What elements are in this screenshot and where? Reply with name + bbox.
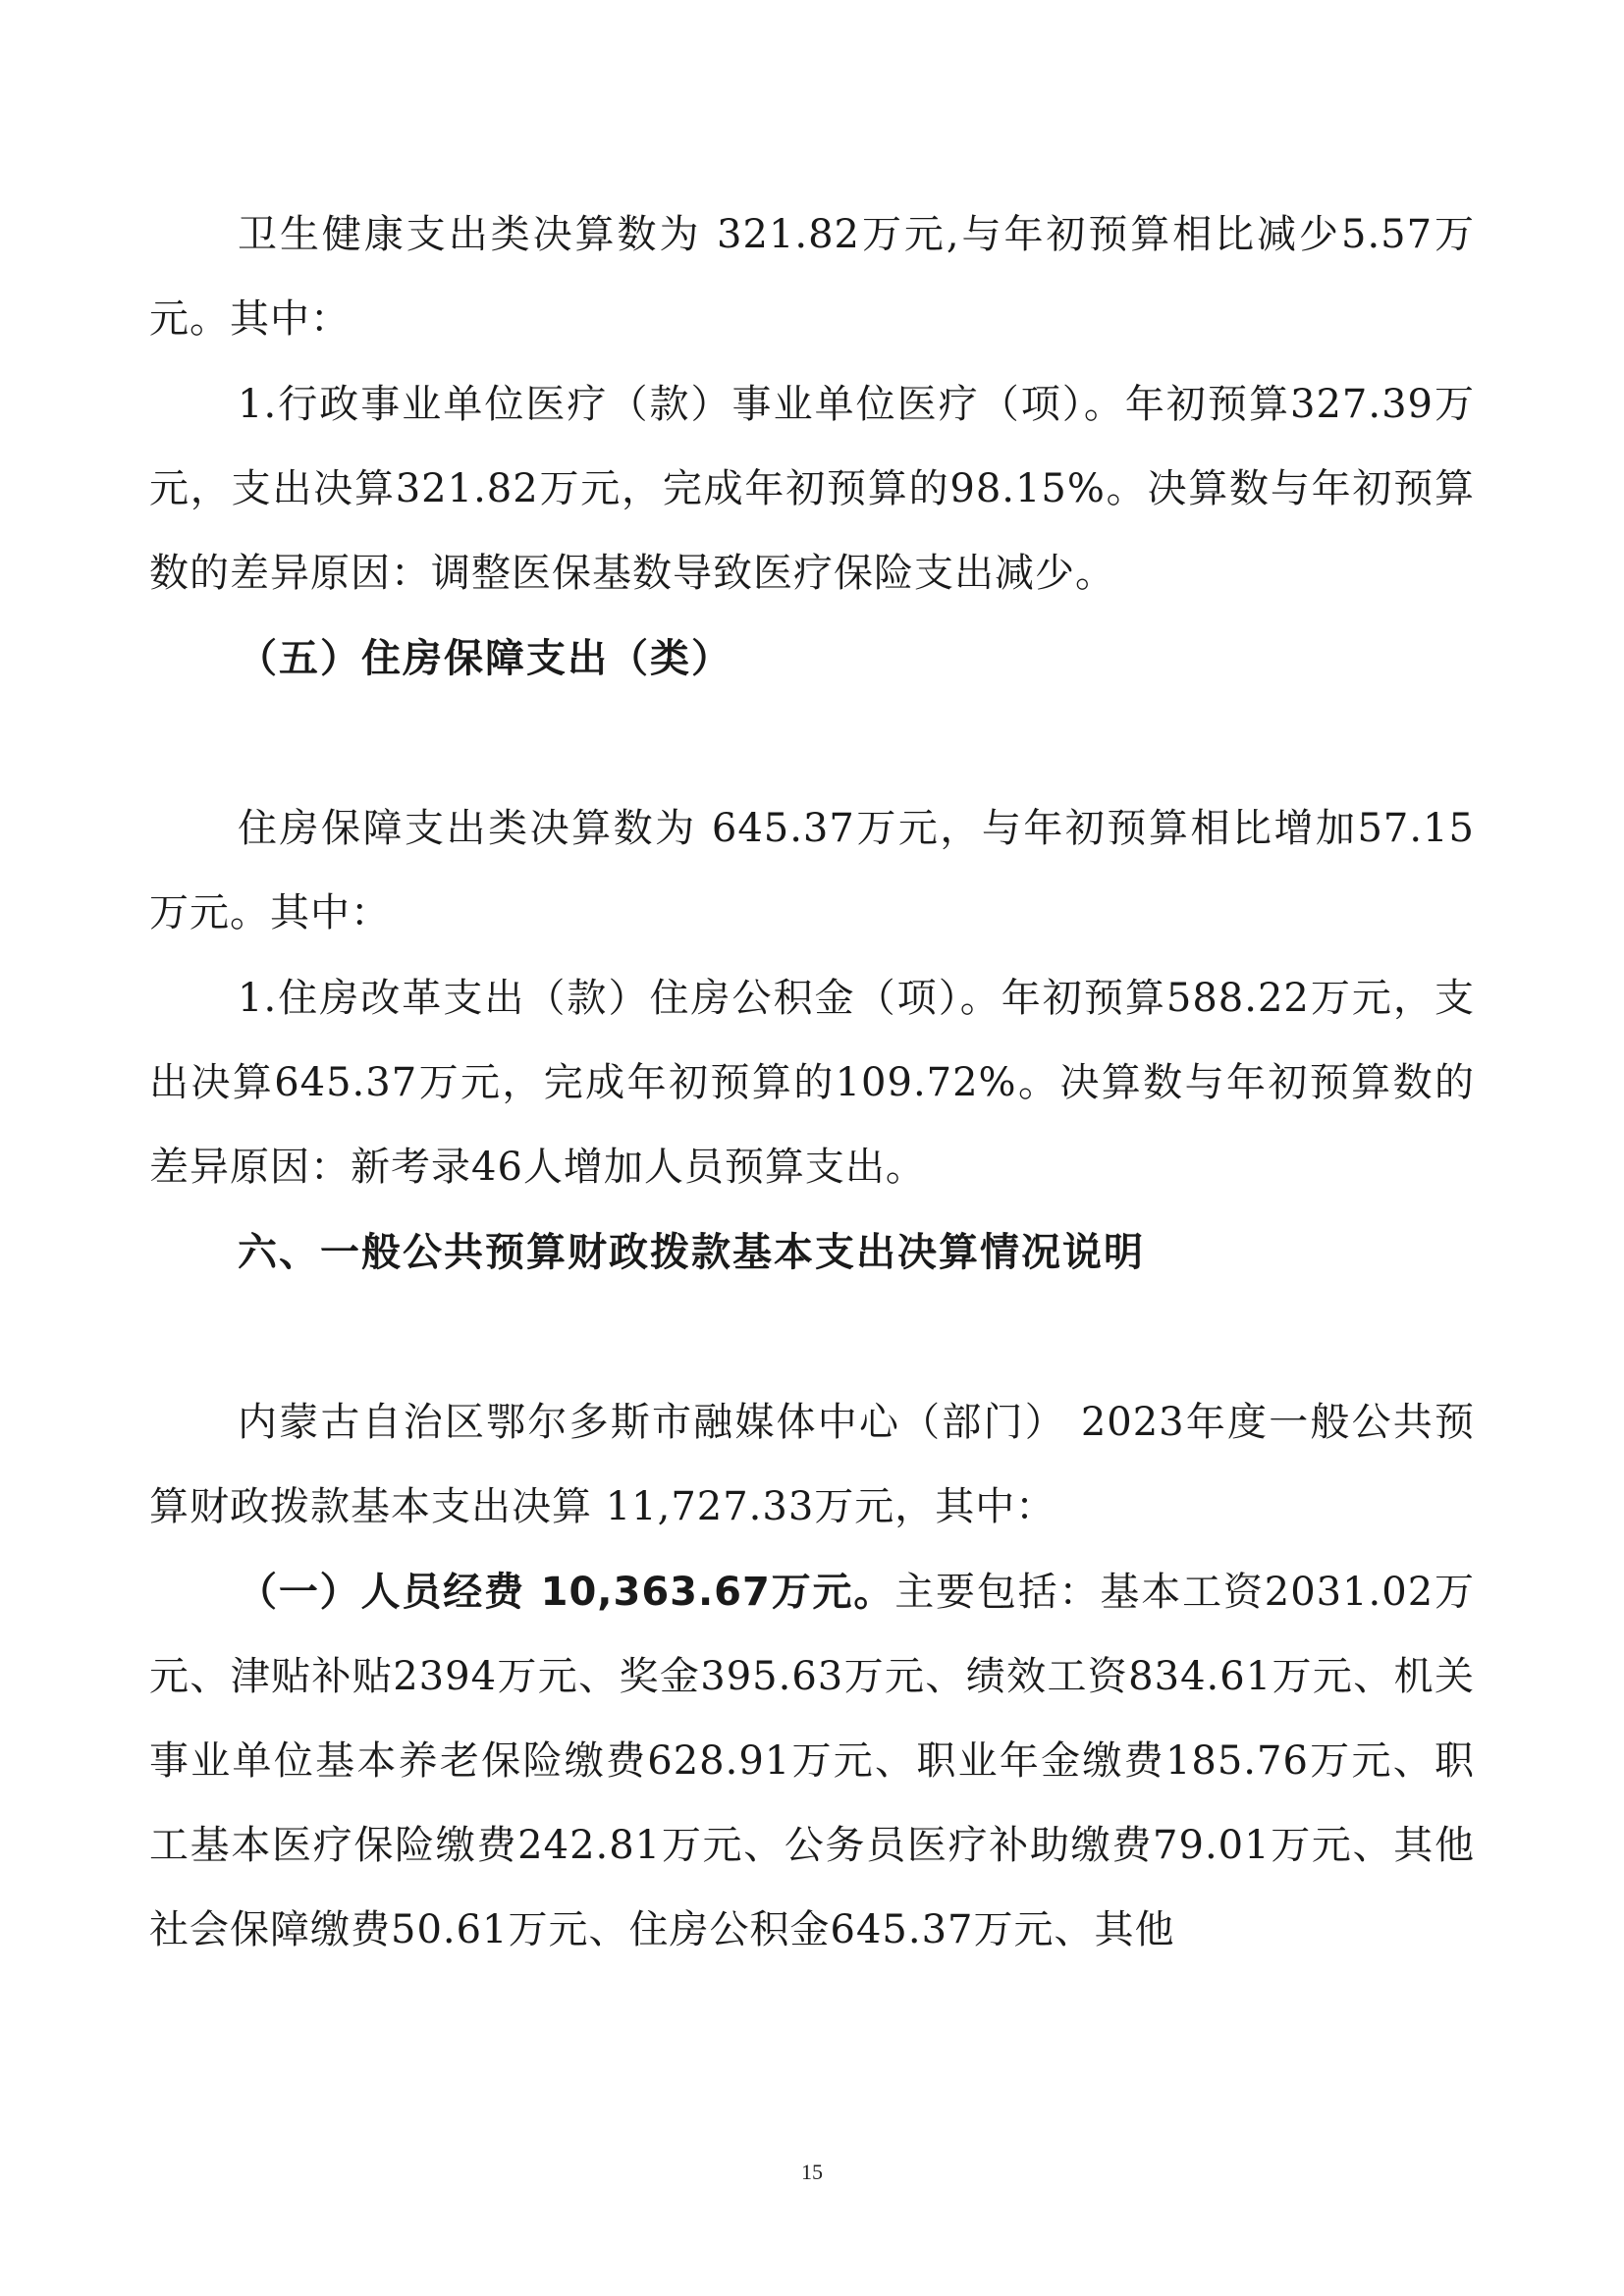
- paragraph-basic-expenditure-summary: 内蒙古自治区鄂尔多斯市融媒体中心（部门） 2023年度一般公共预算财政拨款基本支出决算 11,727.33万元，其中：: [149, 1400, 1475, 1529]
- section-heading-basic-expenditure: 六、一般公共预算财政拨款基本支出决算情况说明: [238, 1230, 1145, 1275]
- paragraph-housing-fund-item: 1.住房改革支出（款）住房公积金（项）。年初预算588.22万元，支出决算645.37万元，完成年初预算的109.72%。决算数与年初预算数的差异原因：新考录46人增加人员预算支出。: [149, 976, 1475, 1190]
- paragraph-housing-summary: 住房保障支出类决算数为 645.37万元，与年初预算相比增加57.15万元。其中：: [149, 806, 1475, 935]
- section-heading-housing: （五）住房保障支出（类）: [238, 636, 732, 681]
- paragraph-health-summary: 卫生健康支出类决算数为 321.82万元,与年初预算相比减少5.57万元。其中：: [149, 212, 1475, 342]
- personnel-expenses-detail: 主要包括：基本工资2031.02万元、津贴补贴2394万元、奖金395.63万元、绩效工资834.61万元、机关事业单位基本养老保险缴费628.91万元、职业年金缴费185.76万元、职工基本医疗保险缴费242.81万元、公务员医疗补助缴费79.01万元、其他社会保障缴费50.61万元、住房公积金645.37万元、其他: [149, 1570, 1475, 1952]
- paragraph-medical-item: 1.行政事业单位医疗（款）事业单位医疗（项）。年初预算327.39万元，支出决算321.82万元，完成年初预算的98.15%。决算数与年初预算数的差异原因：调整医保基数导致医疗保险支出减少。: [149, 382, 1475, 596]
- paragraph-personnel-expenses: [149, 1550, 1475, 1972]
- page-number: 15: [801, 2160, 823, 2184]
- personnel-expenses-lead: （一）人员经费 10,363.67万元。: [238, 1570, 895, 1615]
